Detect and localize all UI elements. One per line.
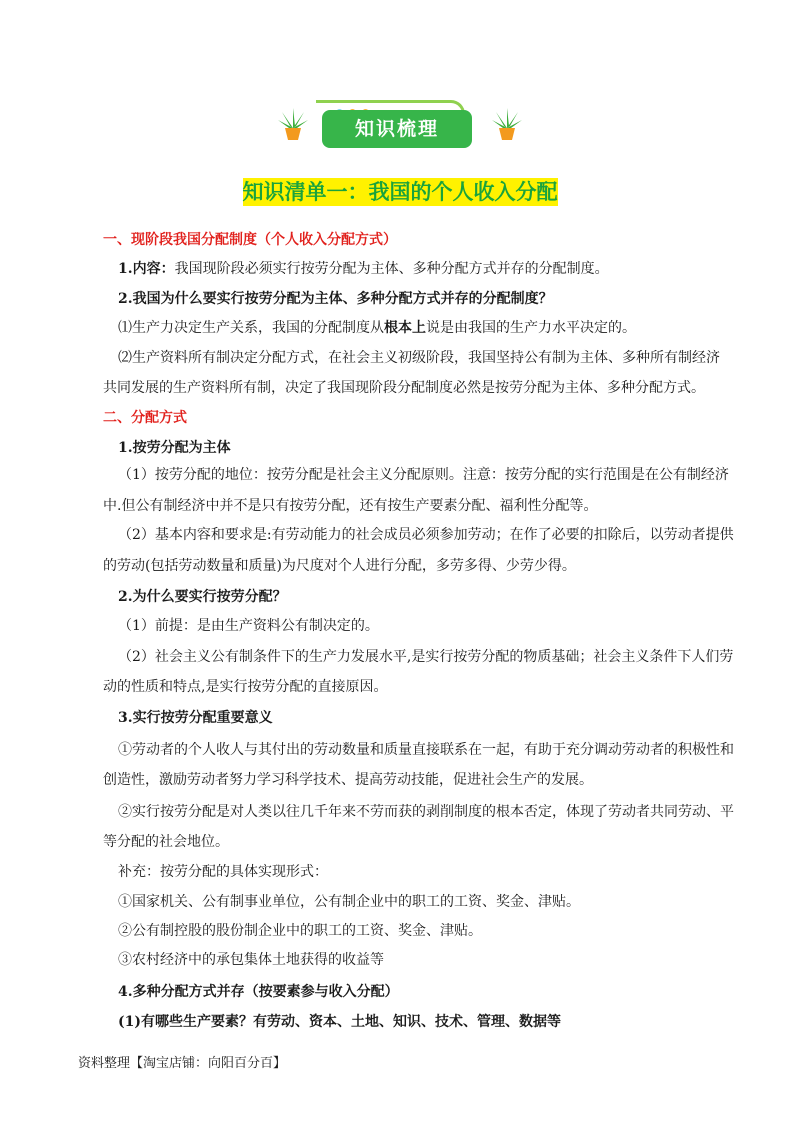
text-line-4: ⑴生产力决定生产关系，我国的分配制度从根本上说是由我国的生产力水平决定的。 — [118, 320, 636, 336]
text-line-15: （2）社会主义公有制条件下的生产力发展水平,是实行按劳分配的物质基础；社会主义条件下人们劳 — [118, 649, 734, 665]
text-line-10: 中.但公有制经济中并不是只有按劳分配，还有按生产要素分配、福利性分配等。 — [103, 498, 598, 514]
text-line-1: 一、现阶段我国分配制度（个人收入分配方式） — [103, 232, 397, 248]
inline-bold: 根本上 — [384, 320, 426, 336]
text-line-14: （1）前提：是由生产资料公有制决定的。 — [118, 618, 379, 634]
text-line-11: （2）基本内容和要求是:有劳动能力的社会成员必须参加劳动；在作了必要的扣除后，以劳动者提供 — [118, 527, 734, 543]
text-line-27: (1)有哪些生产要素？有劳动、资本、土地、知识、技术、管理、数据等 — [118, 1014, 561, 1030]
text-line-26: 4.多种分配方式并存（按要素参与收入分配） — [118, 984, 399, 1000]
text-line-24: ②公有制控股的股份制企业中的职工的工资、奖金、津贴。 — [118, 923, 482, 939]
banner-label: 知识梳理 — [322, 110, 472, 148]
plant-right-icon — [490, 106, 524, 142]
text-line-5: ⑵生产资料所有制决定分配方式，在社会主义初级阶段，我国坚持公有制为主体、多种所有制经济 — [118, 350, 720, 366]
text-line-17: 3.实行按劳分配重要意义 — [118, 710, 273, 726]
text-line-22: 补充：按劳分配的具体实现形式： — [118, 864, 328, 880]
text-line-13: 2.为什么要实行按劳分配？ — [118, 589, 287, 605]
text-line-3: 2.我国为什么要实行按劳分配为主体、多种分配方式并存的分配制度？ — [118, 291, 553, 307]
text-line-2: 1.内容：我国现阶段必须实行按劳分配为主体、多种分配方式并存的分配制度。 — [118, 261, 609, 277]
text-line-12: 的劳动(包括劳动数量和质量)为尺度对个人进行分配，多劳多得、少劳少得。 — [103, 558, 576, 574]
inline-bold: 1.内容： — [118, 261, 175, 277]
text-line-25: ③农村经济中的承包集体土地获得的收益等 — [118, 952, 384, 968]
text-line-6: 共同发展的生产资料所有制，决定了我国现阶段分配制度必然是按劳分配为主体、多种分配方式。 — [103, 380, 705, 396]
text-line-23: ①国家机关、公有制事业单位，公有制企业中的职工的工资、奖金、津贴。 — [118, 894, 580, 910]
text-line-9: （1）按劳分配的地位：按劳分配是社会主义分配原则。注意：按劳分配的实行范围是在公有制经济 — [118, 467, 729, 483]
text-line-8: 1.按劳分配为主体 — [118, 440, 231, 456]
text-line-21: 等分配的社会地位。 — [103, 834, 229, 850]
text-line-20: ②实行按劳分配是对人类以往几千年来不劳而获的剥削制度的根本否定，体现了劳动者共同劳动、平 — [118, 804, 734, 820]
footer-text: 资料整理【淘宝店铺：向阳百分百】 — [78, 1056, 287, 1071]
text-line-19: 创造性，激励劳动者努力学习科学技术、提高劳动技能，促进社会生产的发展。 — [103, 772, 593, 788]
text-line-7: 二、分配方式 — [103, 410, 187, 426]
page-title: 知识清单一：我国的个人收入分配 — [242, 180, 558, 204]
text-line-18: ①劳动者的个人收人与其付出的劳动数量和质量直接联系在一起，有助于充分调动劳动者的积极性和 — [118, 742, 734, 758]
plant-left-icon — [276, 106, 310, 142]
text-line-16: 动的性质和特点,是实行按劳分配的直接原因。 — [103, 679, 388, 695]
